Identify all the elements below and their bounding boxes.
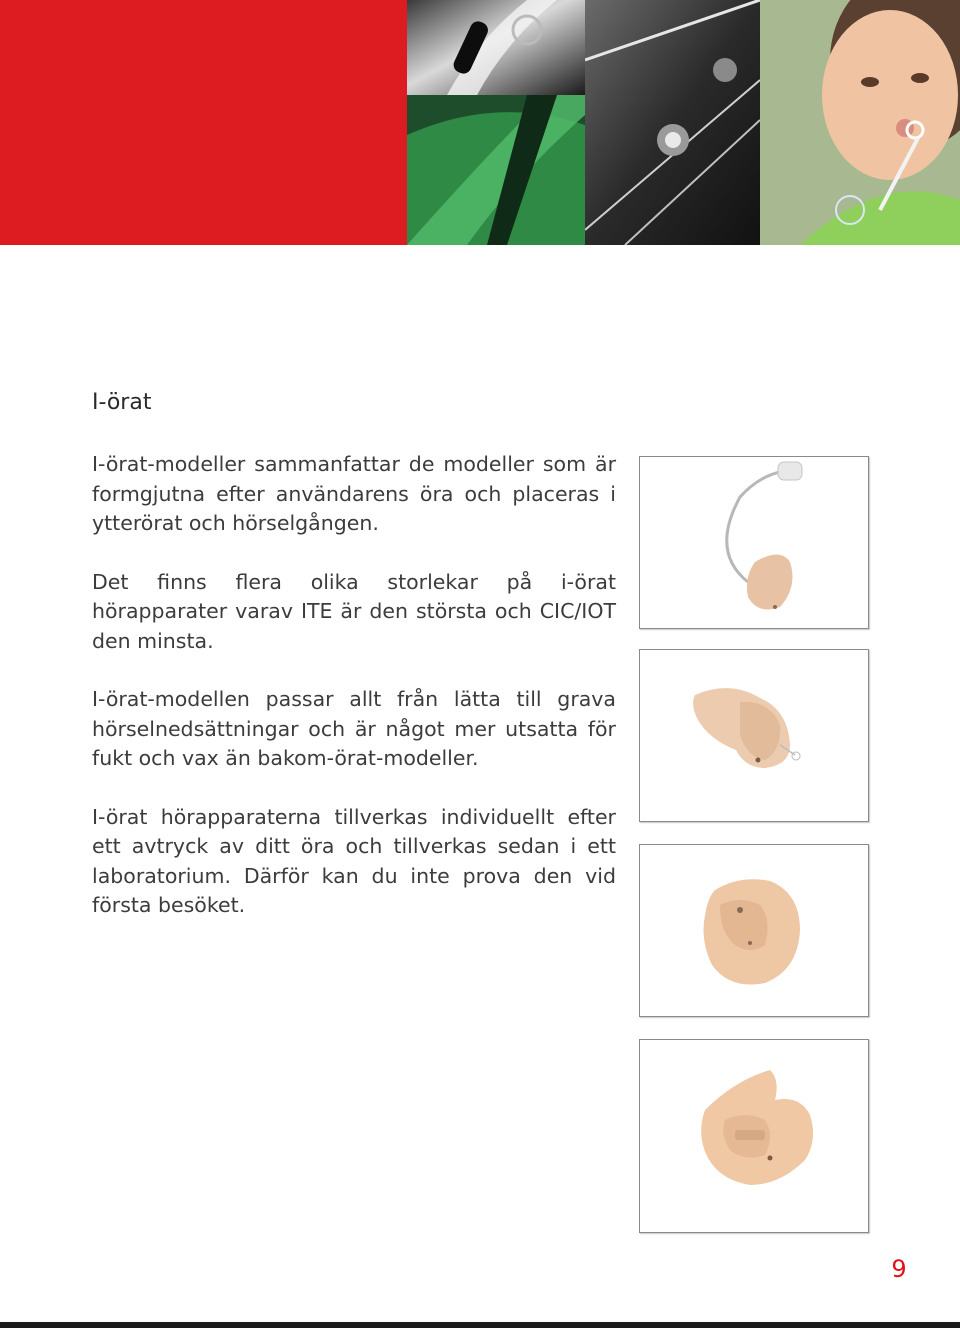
bottom-rule xyxy=(0,1322,960,1328)
paragraph: I-örat-modeller sammanfattar de modeller som är formgjutna efter användarens öra och placeras i ytterörat och hörselgången. xyxy=(92,452,616,535)
hearing-aid-closeup-image xyxy=(407,0,585,95)
cic-hearing-aid xyxy=(639,649,869,822)
itc-hearing-aid xyxy=(639,844,869,1017)
page-title: I-örat xyxy=(92,390,152,415)
paragraph: Det finns flera olika storlekar på i-örat hörapparater varav ITE är den största och CIC/IOT den minsta. xyxy=(92,569,616,653)
guitar-strings-image xyxy=(585,0,760,245)
iot-hearing-aid-with-wire xyxy=(639,456,869,629)
ite-hearing-aid xyxy=(639,1039,869,1233)
green-leaf-image xyxy=(407,95,585,245)
paragraph: I-örat hörapparaterna tillverkas individuellt efter ett avtryck av ditt öra och tillverkas sedan i ett laboratorium. Därför kan du inte prova den vid första besöket. xyxy=(92,804,616,917)
paragraph: I-örat-modellen passar allt från lätta till grava hörselnedsättningar och är något mer utsatta för fukt och vax än bakom-örat-modeller. xyxy=(92,687,616,770)
red-color-block xyxy=(0,0,407,245)
page-number: 9 xyxy=(891,1255,907,1283)
header-banner xyxy=(0,0,960,245)
body-text xyxy=(92,450,616,950)
child-blowing-bubbles-image xyxy=(760,0,960,245)
